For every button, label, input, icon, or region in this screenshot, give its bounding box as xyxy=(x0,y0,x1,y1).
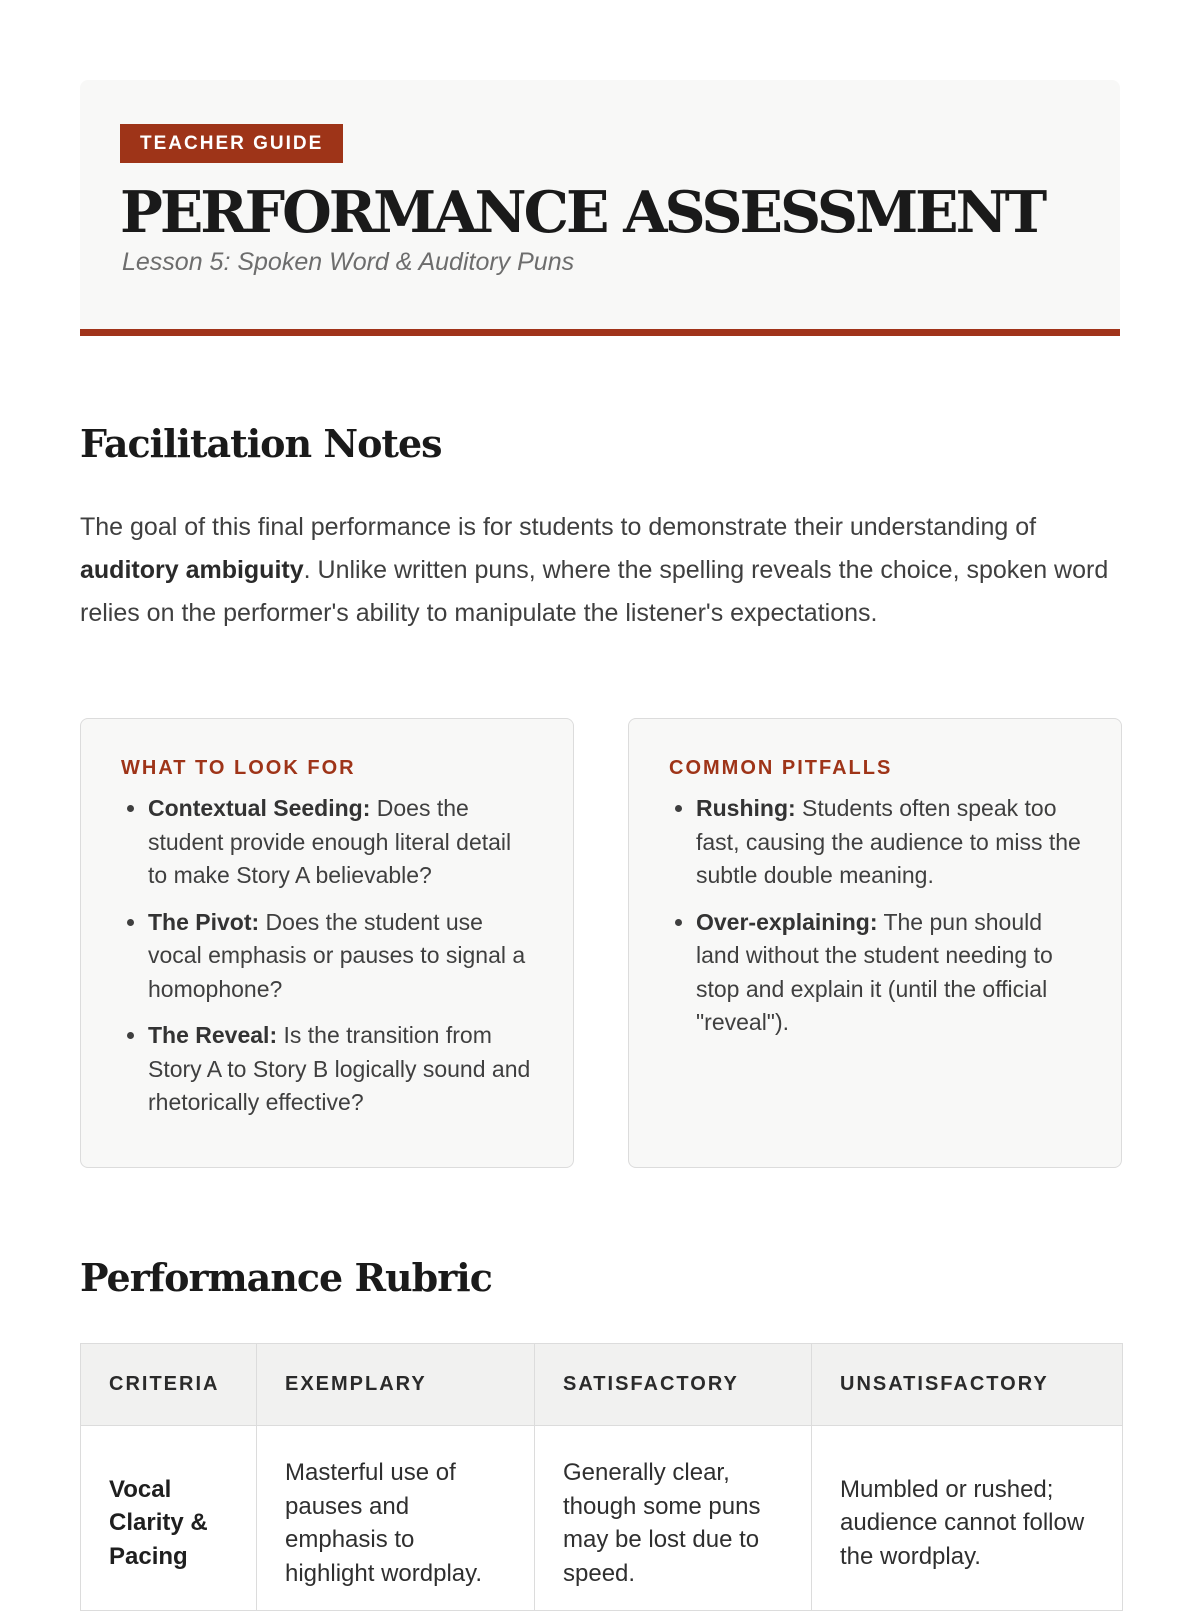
facilitation-notes-heading: Facilitation Notes xyxy=(80,421,442,466)
page-title: PERFORMANCE ASSESSMENT xyxy=(120,179,1045,246)
list-item xyxy=(148,792,535,893)
list-item xyxy=(696,906,1083,1040)
teacher-guide-badge: TEACHER GUIDE xyxy=(120,124,343,163)
common-pitfalls-title: COMMON PITFALLS xyxy=(669,757,893,779)
lesson-subtitle: Lesson 5: Spoken Word & Auditory Puns xyxy=(122,248,575,276)
intro-text-end: . Unlike written puns, where the spelling reveals the choice, spoken word relies on the performer's ability to manipulate the listener's expectations. xyxy=(80,556,1109,627)
facilitation-intro xyxy=(80,506,1120,635)
common-pitfalls-card xyxy=(628,718,1122,1168)
list-item xyxy=(148,1019,535,1120)
unsatisfactory-cell: Mumbled or rushed; audience cannot follow the wordplay. xyxy=(812,1426,1123,1611)
list-item xyxy=(696,792,1083,893)
performance-rubric-heading: Performance Rubric xyxy=(80,1255,492,1300)
item-label: The Reveal: xyxy=(148,1022,278,1048)
item-text: Is the transition from Story A to Story B logically sound and rhetorically effective? xyxy=(148,1022,531,1115)
item-label: Over-explaining: xyxy=(696,908,878,935)
column-header-exemplary: EXEMPLARY xyxy=(257,1344,535,1426)
list-item xyxy=(148,906,535,1007)
table-header-row xyxy=(81,1344,1123,1426)
item-text: The pun should land without the student needing to stop and explain it (until the official "reveal"). xyxy=(696,908,1053,1035)
rubric-table xyxy=(80,1343,1123,1611)
intro-text-start: The goal of this final performance is for students to demonstrate their understanding of xyxy=(80,513,1037,541)
exemplary-cell: Masterful use of pauses and emphasis to highlight wordplay. xyxy=(257,1426,535,1611)
satisfactory-cell: Generally clear, though some puns may be lost due to speed. xyxy=(535,1426,812,1611)
item-label: The Pivot: xyxy=(148,908,260,935)
column-header-criteria: CRITERIA xyxy=(81,1344,257,1426)
item-label: Contextual Seeding: xyxy=(148,795,371,821)
column-header-satisfactory: SATISFACTORY xyxy=(535,1344,812,1426)
header-panel xyxy=(80,80,1120,336)
table-row xyxy=(81,1426,1123,1611)
intro-bold-term: auditory ambiguity xyxy=(80,556,304,584)
item-text: Does the student use vocal emphasis or pauses to signal a homophone? xyxy=(148,908,526,1002)
look-for-list xyxy=(121,792,535,1120)
item-label: Rushing: xyxy=(696,795,796,821)
item-text: Students often speak too fast, causing the audience to miss the subtle double meaning. xyxy=(696,795,1081,888)
what-to-look-for-title: WHAT TO LOOK FOR xyxy=(121,757,356,779)
criteria-cell: Vocal Clarity & Pacing xyxy=(81,1426,257,1611)
column-header-unsatisfactory: UNSATISFACTORY xyxy=(812,1344,1123,1426)
item-text: Does the student provide enough literal detail to make Story A believable? xyxy=(148,795,512,888)
what-to-look-for-card xyxy=(80,718,574,1168)
pitfalls-list xyxy=(669,792,1083,1040)
